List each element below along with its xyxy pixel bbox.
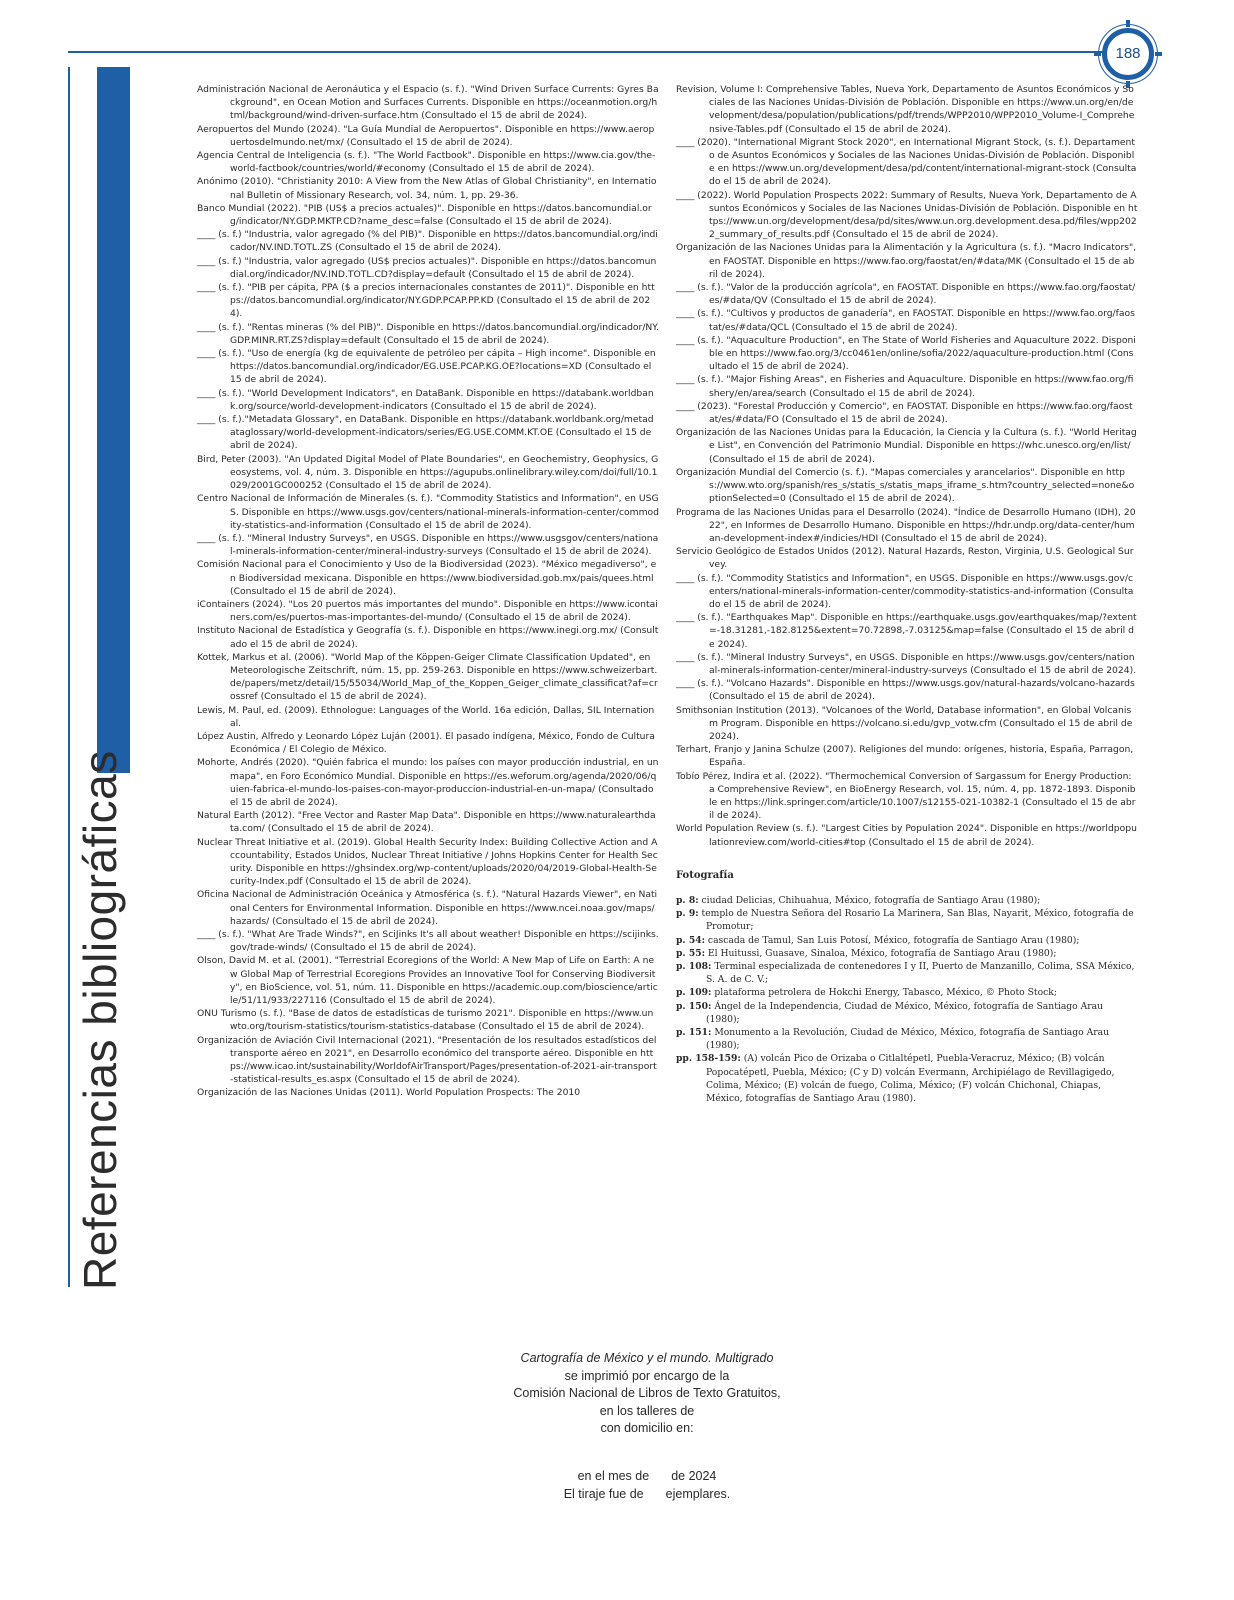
reference-entry: ____ (2020). "International Migrant Stock 2020", en International Migrant Stock, (s. f.). Departamento de Asuntos Económicos y Sociales de las Naciones Unidas-División de Población. Disponible en https://www.un.org/development/desa/pd/content/international-migrant-stock (Consultado el 15 de abril de 2024). <box>676 136 1137 188</box>
reference-entry: Tobío Pérez, Indira et al. (2022). "Thermochemical Conversion of Sargassum for Energy Production: a Comprehensive Review", en BioEnergy Research, vol. 15, núm. 4, pp. 1872-1893. Disponible en https://link.springer.com/article/10.1007/s12155-021-10382-1 (Consultado el 15 de abril de 2024). <box>676 770 1136 822</box>
colophon <box>440 1350 854 1438</box>
reference-entry: Bird, Peter (2003). "An Updated Digital Model of Plate Boundaries", en Geochemistry, Geophysics, Geosystems, vol. 4, núm. 3. Disponible en https://agupubs.onlinelibrary.wiley.com/doi/full/10.1029/2001GC000252 (Consultado el 15 de abril de 2024). <box>197 453 659 492</box>
reference-entry: ____ (s. f.). "Rentas mineras (% del PIB)". Disponible en https://datos.bancomundial.org/indicador/NY.GDP.MINR.RT.ZS?display=default (Consultado el 15 de abril de 2024). <box>197 321 659 346</box>
reference-entry: Banco Mundial (2022). "PIB (US$ a precios actuales)". Disponible en https://datos.bancomundial.org/indicator/NY.GDP.MKTP.CD?name_desc=false (Consultado el 15 de abril de 2024). <box>197 202 652 228</box>
header-rule <box>68 51 1118 53</box>
photo-credit-page: pp. 158-159: <box>676 1053 741 1065</box>
photo-credit-item <box>676 986 1138 999</box>
badge-tick-right <box>1155 52 1162 56</box>
reference-entry: Revision, Volume I: Comprehensive Tables, Nueva York, Departamento de Asuntos Económicos y Sociales de las Naciones Unidas-División de Población. Disponible en https://www.un.org/en/development/desa/population/publications/pdf/trends/WPP2010/WPP2010_Volume-I_Comprehensive-Tables.pdf (Consultado el 15 de abril de 2024). <box>676 84 1135 135</box>
references-right-list <box>676 83 1138 849</box>
reference-entry: Organización de las Naciones Unidas para la Educación, la Ciencia y la Cultura (s. f.). "World Heritage List", en Convención del Patrimonio Mundial. Disponible en https://whc.unesco.org/en/list/ (Consultado el 15 de abril de 2024). <box>676 427 1137 465</box>
photo-credit-text: cascada de Tamul, San Luis Potosí, México, fotografía de Santiago Arau (1980); <box>705 934 1080 946</box>
photo-credit-page: p. 108: <box>676 961 712 972</box>
photo-credit-item <box>676 907 1138 933</box>
reference-entry: Mohorte, Andrés (2020). "Quién fabrica el mundo: los países con mayor producción industrial, en un mapa", en Foro Económico Mundial. Disponible en https://es.weforum.org/agenda/2020/06/quien-fabrica-el-mundo-los-paises-con-mayor-produccion-industrial-en-un-mapa/ (Consultado el 15 de abril de 2024). <box>197 757 659 808</box>
photo-credit-text: plataforma petrolera de Hokchi Energy, Tabasco, México, © Photo Stock; <box>711 987 1057 999</box>
photo-credit-page: p. 151: <box>676 1027 712 1039</box>
reference-entry: ____ (s. f.). "Earthquakes Map". Disponible en https://earthquake.usgs.gov/earthquakes/map/?extent=-18.31281,-182.8125&extent=70.72898,-7.03125&map=false (Consultado el 15 de abril de 2024). <box>676 612 1137 650</box>
photo-credit-page: p. 8: <box>676 894 699 906</box>
colophon-month-line <box>440 1468 854 1486</box>
photo-credit-text: (A) volcán Pico de Orizaba o Citlaltépetl, Puebla-Veracruz, México; (B) volcán Popocatépetl, Puebla, México; (C y D) volcán Evermann, Archipiélago de Revillagigedo, Colima, México; (E) volcán de fuego, Colima, México; (F) volcán Chichonal, Chiapas, México, fotografías de Santiago Arau (1980). <box>706 1053 1115 1105</box>
photo-credits-list <box>676 894 1138 1105</box>
photo-credit-text: Monumento a la Revolución, Ciudad de México, México, fotografía de Santiago Arau (1980); <box>706 1027 1110 1052</box>
photo-credit-page: p. 54: <box>676 934 705 946</box>
photo-credits-title: Fotografía <box>676 869 734 881</box>
reference-entry: ____ (s. f.). "World Development Indicators", en DataBank. Disponible en https://databank.worldbank.org/source/world-development-indicators (Consultado el 15 de abril de 2024). <box>197 387 654 412</box>
photo-credit-item <box>676 1026 1138 1052</box>
colophon-print-details <box>440 1468 854 1503</box>
colophon-line: en los talleres de <box>599 1403 695 1418</box>
reference-entry: Organización Mundial del Comercio (s. f.). "Mapas comerciales y arancelarios". Disponible en https://www.wto.org/spanish/res_s/statis_s/statis_maps_iframe_s.htm?country_selected=none&optionSelected=0 (Consultado el 15 de abril de 2024). <box>676 466 1135 505</box>
photo-credit-page: p. 55: <box>676 947 705 959</box>
colophon-line: Comisión Nacional de Libros de Texto Gratuitos, <box>513 1386 781 1400</box>
reference-entry: Kottek, Markus et al. (2006). "World Map of the Köppen-Geiger Climate Classification Updated", en Meteorologische Zeitschrift, núm. 15, pp. 259-263. Disponible en https://www.schweizerbart.de/papers/metz/detail/15/55034/World_Map_of_the_Koppen_Geiger_climate_classificat?af=crossref (Consultado el 15 de abril de 2024). <box>197 651 658 703</box>
colophon-line: con domicilio en: <box>600 1421 694 1435</box>
reference-entry: Administración Nacional de Aeronáutica y el Espacio (s. f.). "Wind Driven Surface Currents: Gyres Background", en Ocean Motion and Surfaces Currents. Disponible en https://oceanmotion.org/html/background/wind-driven-surface.htm (Consultado el 15 de abril de 2024). <box>197 84 659 122</box>
reference-entry: ____ (s. f.). "What Are Trade Winds?", en SciJinks It's all about weather! Disponible en https://scijinks.gov/trade-winds/ (Consultado el 15 de abril de 2024). <box>197 929 659 954</box>
reference-entry: ____ (2023). "Forestal Producción y Comercio", en FAOSTAT. Disponible en https://www.fao.org/faostat/es/#data/FO (Consultado el 15 de abril de 2024). <box>676 400 1133 426</box>
reference-entry: ____ (s. f.). "PIB per cápita, PPA ($ a precios internacionales constantes de 2011)". Disponible en https://datos.bancomundial.org/indicator/NY.GDP.PCAP.PP.KD (Consultado el 15 de abril de 2024). <box>197 282 655 320</box>
badge-tick-top <box>1126 20 1130 27</box>
photo-credit-item <box>676 894 1138 907</box>
reference-entry: iContainers (2024). "Los 20 puertos más importantes del mundo". Disponible en https://www.icontainers.com/es/puertos-mas-importantes-del-mundo/ (Consultado el 15 de abril de 2024). <box>197 598 658 624</box>
colophon-run-line <box>440 1486 854 1504</box>
reference-entry: Anónimo (2010). "Christianity 2010: A View from the New Atlas of Global Christianity", en International Bulletin of Missionary Research, vol. 34, núm. 1, pp. 29-36. <box>197 176 657 201</box>
photo-credit-page: p. 9: <box>676 908 699 920</box>
colophon-month-suffix: de 2024 <box>671 1469 717 1483</box>
reference-entry: Comisión Nacional para el Conocimiento y Uso de la Biodiversidad (2023). "México megadiverso", en Biodiversidad mexicana. Disponible en https://www.biodiversidad.gob.mx/pais/quees.html (Consultado el 15 de abril de 2024). <box>197 559 657 597</box>
reference-entry: ____ (s. f.). "Volcano Hazards". Disponible en https://www.usgs.gov/natural-hazards/volcano-hazards (Consultado el 15 de abril de 2024). <box>676 678 1135 703</box>
colophon-run-prefix: El tiraje fue de <box>563 1486 644 1501</box>
reference-entry: Lewis, M. Paul, ed. (2009). Ethnologue: Languages of the World. 16a edición, Dallas, SIL International. <box>197 704 655 729</box>
colophon-month-prefix: en el mes de <box>577 1469 650 1483</box>
reference-entry: ONU Turismo (s. f.). "Base de datos de estadísticas de turismo 2021". Disponible en https://www.unwto.org/tourism-statistics/tourism-statistics-database (Consultado el 15 de abril de 2024). <box>197 1008 654 1033</box>
reference-entry: Servicio Geológico de Estados Unidos (2012). Natural Hazards, Reston, Virginia, U.S. Geological Survey. <box>676 546 1134 571</box>
reference-entry: ____ (s. f.). "Cultivos y productos de ganadería", en FAOSTAT. Disponible en https://www.fao.org/faostat/es/#data/QCL (Consultado el 15 de abril de 2024). <box>676 308 1135 333</box>
reference-entry: ____ (s. f.) "Industria, valor agregado (% del PIB)". Disponible en https://datos.bancomundial.org/indicador/NV.IND.TOTL.ZS (Consultado el 15 de abril de 2024). <box>197 229 658 254</box>
photo-credit-item <box>676 960 1138 986</box>
colophon-run-suffix: ejemplares. <box>665 1486 731 1501</box>
references-right-column <box>676 83 1138 1105</box>
photo-credit-item <box>676 1052 1138 1105</box>
reference-entry: ____ (s. f.). "Mineral Industry Surveys", en USGS. Disponible en https://www.usgs.gov/centers/national-minerals-information-center/mineral-industry-surveys (Consultado el 15 de abril de 2024). <box>676 651 1137 676</box>
photo-credit-text: ciudad Delicias, Chihuahua, México, fotografía de Santiago Arau (1980); <box>698 894 1041 906</box>
reference-entry: Centro Nacional de Información de Minerales (s. f.). "Commodity Statistics and Information", en USGS. Disponible en https://www.usgs.gov/centers/national-minerals-information-center/commodity-statistics-and-information (Consultado el 15 de abril de 2024). <box>197 493 660 531</box>
photo-credit-item <box>676 934 1138 947</box>
reference-entry: ____ (s. f.). "Mineral Industry Surveys", en USGS. Disponible en https://www.usgsgov/centers/national-minerals-information-center/mineral-industry-surveys (Consultado el 15 de abril de 2024). <box>197 532 659 558</box>
reference-entry: Terhart, Franjo y Janina Schulze (2007). Religiones del mundo: orígenes, historia, España, Parragon, España. <box>676 744 1134 769</box>
reference-entry: ____ (s. f.)."Metadata Glossary", en DataBank. Disponible en https://databank.worldbank.org/metadataglossary/world-development-indicators/series/EG.USE.COMM.KT.OE (Consultado el 15 de abril de 2024). <box>197 414 654 452</box>
photo-credit-item <box>676 947 1138 960</box>
reference-entry: World Population Review (s. f.). "Largest Cities by Population 2024". Disponible en https://worldpopulationreview.com/world-cities#top (Consultado el 15 de abril de 2024). <box>676 823 1137 848</box>
photo-credit-page: p. 150: <box>676 1000 712 1012</box>
reference-entry: ____ (s. f.). "Commodity Statistics and Information", en USGS. Disponible en https://www.usgs.gov/centers/national-minerals-information-center/commodity-statistics-and-information (Consultado el 15 de abril de 2024). <box>676 572 1134 610</box>
page-number: 188 <box>1115 45 1141 62</box>
reference-entry: López Austin, Alfredo y Leonardo López Luján (2001). El pasado indígena, México, Fondo de Cultura Económica / El Colegio de México. <box>197 730 655 756</box>
page-number-badge <box>1102 28 1154 80</box>
reference-entry: ____ (s. f.). "Aquaculture Production", en The State of World Fisheries and Aquaculture 2022. Disponible en https://www.fao.org/3/cc0461en/online/sofia/2022/aquaculture-production.html (Consultado el 15 de abril de 2024). <box>676 334 1136 373</box>
photo-credit-page: p. 109: <box>676 987 712 999</box>
reference-entry: ____ (s. f.). "Uso de energía (kg de equivalente de petróleo per cápita – High income". Disponible en https://datos.bancomundial.org/indicador/EG.USE.PCAP.KG.OE?locations=XD (Consultado el 15 de abril de 2024). <box>197 348 656 386</box>
reference-entry: Agencia Central de Inteligencia (s. f.). "The World Factbook". Disponible en https://www.cia.gov/the-world-factbook/countries/world/#economy (Consultado el 15 de abril de 2024). <box>197 150 656 175</box>
photo-credit-text: Ángel de la Independencia, Ciudad de México, México, fotografía de Santiago Arau (1980); <box>706 1000 1104 1025</box>
photo-credit-text: Terminal especializada de contenedores I y II, Puerto de Manzanillo, Colima, SSA México, S. A. de C. V.; <box>706 961 1135 986</box>
colophon-book-title: Cartografía de México y el mundo. Multigrado <box>520 1351 774 1365</box>
reference-entry: Instituto Nacional de Estadística y Geografía (s. f.). Disponible en https://www.inegi.org.mx/ (Consultado el 15 de abril de 2024). <box>197 625 659 650</box>
reference-entry: Aeropuertos del Mundo (2024). "La Guía Mundial de Aeropuertos". Disponible en https://www.aeropuertosdelmundo.net/mx/ (Consultado el 15 de abril de 2024). <box>197 123 655 148</box>
reference-entry: Oficina Nacional de Administración Oceánica y Atmosférica (s. f.). "Natural Hazards Viewer", en National Centers for Environmental Information. Disponible en https://www.ncei.noaa.gov/maps/hazards/ (Consultado el 15 de abril de 2024). <box>197 889 658 927</box>
reference-entry: Olson, David M. et al. (2001). "Terrestrial Ecoregions of the World: A New Map of Life on Earth: A new Global Map of Terrestrial Ecoregions Provides an Innovative Tool for Conserving Biodiversity", en BioScience, vol. 51, núm. 11. Disponible en https://academic.oup.com/bioscience/article/51/11/933/227116 (Consultado el 15 de abril de 2024). <box>197 955 658 1007</box>
reference-entry: Natural Earth (2012). "Free Vector and Raster Map Data". Disponible en https://www.naturalearthdata.com/ (Consultado el 15 de abril de 2024). <box>197 810 656 835</box>
photo-credit-text: El Huitussi, Guasave, Sinaloa, México, fotografía de Santiago Arau (1980); <box>705 947 1057 959</box>
section-title: Referencias bibliográficas <box>74 750 126 1290</box>
reference-entry: Organización de Aviación Civil Internacional (2021). "Presentación de los resultados estadísticos del transporte aéreo en 2021", en Desarrollo económico del transporte aéreo. Disponible en https://www.icao.int/sustainability/WorldofAirTransport/Pages/presentation-of-2021-air-transport-statistical-results_es.aspx (Consultado el 15 de abril de 2024). <box>197 1034 657 1086</box>
reference-entry: ____ (s. f.) "Industria, valor agregado (US$ precios actuales)". Disponible en https://datos.bancomundial.org/indicador/NV.IND.TOTL.CD?display=default (Consultado el 15 de abril de 2024). <box>197 255 657 280</box>
badge-tick-left <box>1094 52 1101 56</box>
reference-entry: ____ (s. f.). "Valor de la producción agrícola", en FAOSTAT. Disponible en https://www.fao.org/faostat/es/#data/QV (Consultado el 15 de abril de 2024). <box>676 282 1136 307</box>
colophon-line: se imprimió por encargo de la <box>564 1368 730 1383</box>
reference-entry: ____ (s. f.). "Major Fishing Areas", en Fisheries and Aquaculture. Disponible en https://www.fao.org/fishery/en/area/search (Consultado el 15 de abril de 2024). <box>676 374 1134 399</box>
reference-entry: Organización de las Naciones Unidas para la Alimentación y la Agricultura (s. f.). "Macro Indicators", en FAOSTAT. Disponible en https://www.fao.org/faostat/en/#data/MK (Consultado el 15 de abril de 2024). <box>676 242 1137 280</box>
reference-entry: Programa de las Naciones Unidas para el Desarrollo (2024). "Índice de Desarrollo Humano (IDH), 2022", en Informes de Desarrollo Humano. Disponible en https://hdr.undp.org/data-center/human-development-index#/indicies/HDI (Consultado el 15 de abril de 2024). <box>676 506 1136 544</box>
reference-entry: ____ (2022). World Population Prospects 2022: Summary of Results, Nueva York, Departamento de Asuntos Económicos y Sociales de las Naciones Unidas-División de Población. Disponible en https://www.un.org/development/desa/pd/sites/www.un.org.development.desa.pd/files/wpp2022_summary_of_results.pdf (Consultado el 15 de abril de 2024). <box>676 189 1138 241</box>
reference-entry: Organización de las Naciones Unidas (2011). World Population Prospects: The 2010 <box>197 1087 581 1099</box>
photo-credit-text: templo de Nuestra Señora del Rosario La Marinera, San Blas, Nayarit, México, fotografía de Promotur; <box>698 908 1134 933</box>
reference-entry: Smithsonian Institution (2013). "Volcanoes of the World, Database information", en Global Volcanism Program. Disponible en https://volcano.si.edu/gvp_votw.cfm (Consultado el 15 de abril de 2024). <box>676 704 1133 742</box>
references-left-column <box>197 83 659 1100</box>
photo-credit-item <box>676 1000 1138 1026</box>
reference-entry: Nuclear Threat Initiative et al. (2019). Global Health Security Index: Building Collective Action and Accountability, Estados Unidos, Nuclear Threat Initiative / Johns Hopkins Center for Health Security. Disponible en https://ghsindex.org/wp-content/uploads/2020/04/2019-Global-Health-Security-Index.pdf (Consultado el 15 de abril de 2024). <box>197 836 658 888</box>
